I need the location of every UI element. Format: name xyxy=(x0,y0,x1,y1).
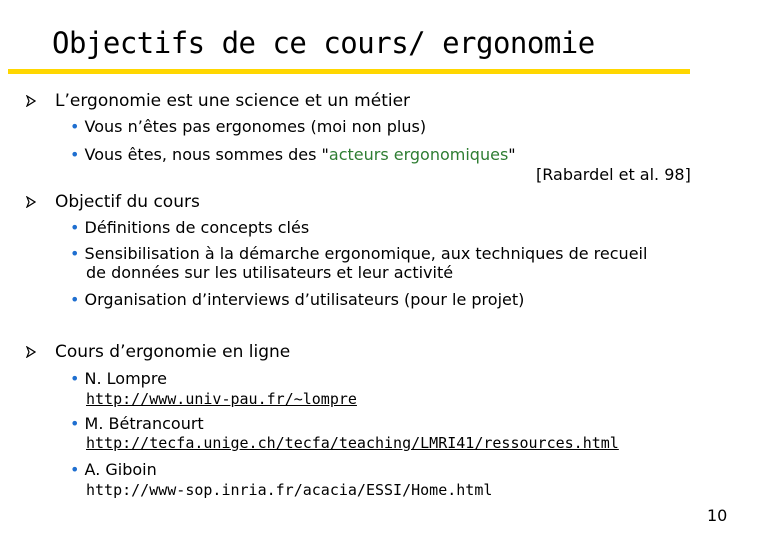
title-underline xyxy=(8,69,690,74)
highlight-text: acteurs ergonomiques xyxy=(328,145,509,164)
list-item: • Sensibilisation à la démarche ergonomique, aux techniques de recueil xyxy=(70,244,648,263)
list-item: • N. Lompre xyxy=(70,369,167,388)
list-item: • M. Bétrancourt xyxy=(70,414,204,433)
section2-heading: Objectif du cours xyxy=(55,192,200,212)
list-item: • Vous êtes, nous sommes des "acteurs ergonomiques" xyxy=(70,145,516,164)
citation: [Rabardel et al. 98] xyxy=(536,165,691,184)
dot-bullet-icon: • xyxy=(70,117,80,136)
section1-heading: L’ergonomie est une science et un métier xyxy=(55,91,411,111)
arrowhead-bullet-icon xyxy=(26,346,36,358)
list-item: • Vous n’êtes pas ergonomes (moi non plus) xyxy=(70,117,427,136)
page-number: 10 xyxy=(707,506,728,525)
dot-bullet-icon: • xyxy=(70,369,80,388)
dot-bullet-icon: • xyxy=(70,218,80,237)
dot-bullet-icon: • xyxy=(70,460,80,479)
list-item: • A. Giboin xyxy=(70,460,157,479)
dot-bullet-icon: • xyxy=(70,244,80,263)
list-item: • Définitions de concepts clés xyxy=(70,218,310,237)
dot-bullet-icon: • xyxy=(70,145,80,164)
dot-bullet-icon: • xyxy=(70,290,80,309)
dot-bullet-icon: • xyxy=(70,414,80,433)
list-item: • Organisation d’interviews d’utilisateurs (pour le projet) xyxy=(70,290,525,309)
lompre-link[interactable]: http://www.univ-pau.fr/~lompre xyxy=(86,390,357,408)
list-item-continuation: de données sur les utilisateurs et leur activité xyxy=(86,263,454,282)
betrancourt-link[interactable]: http://tecfa.unige.ch/tecfa/teaching/LMRI41/ressources.html xyxy=(86,434,619,452)
arrowhead-bullet-icon xyxy=(26,95,36,107)
page-title: Objectifs de ce cours/ ergonomie xyxy=(52,26,595,60)
section3-heading: Cours d’ergonomie en ligne xyxy=(55,342,291,362)
giboin-url: http://www-sop.inria.fr/acacia/ESSI/Home.html xyxy=(86,481,493,499)
arrowhead-bullet-icon xyxy=(26,196,36,208)
